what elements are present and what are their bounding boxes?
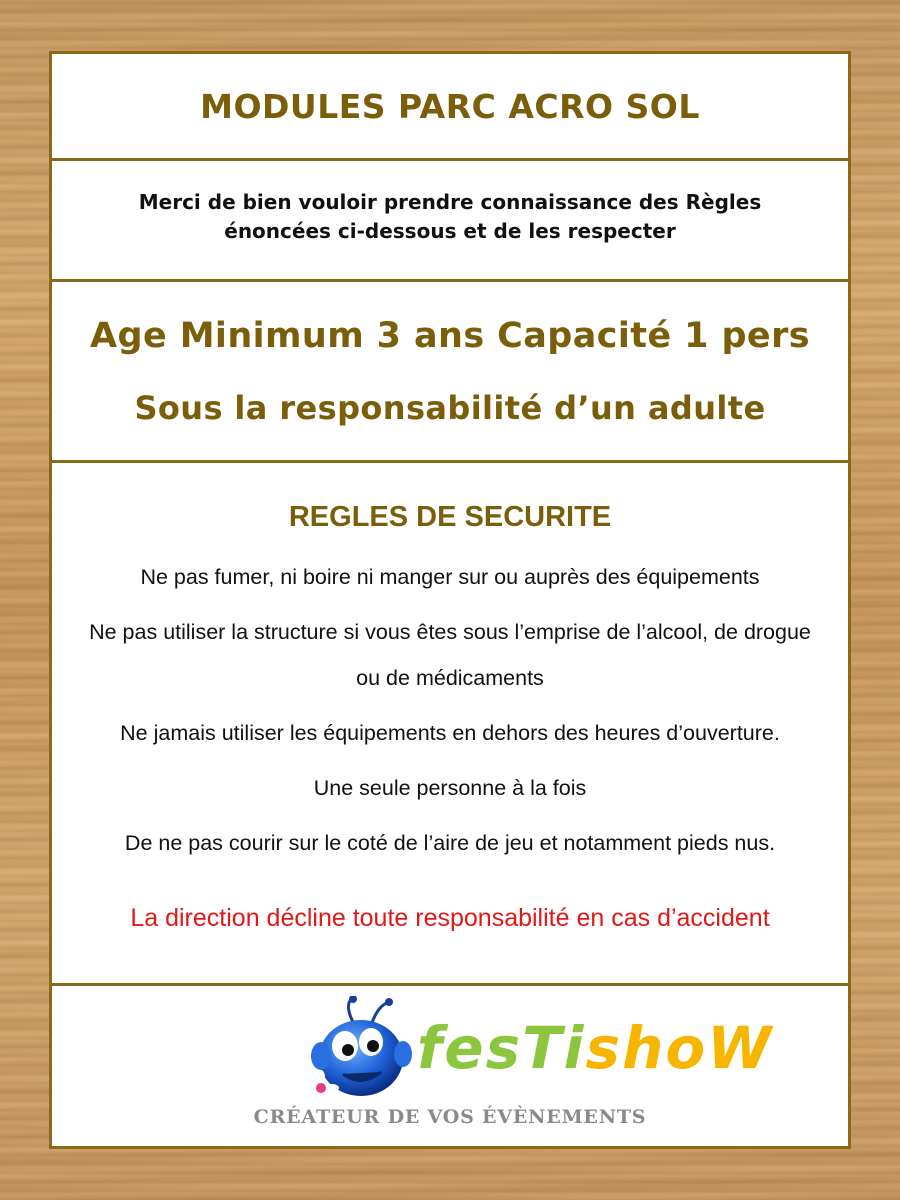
rule-item: De ne pas courir sur le coté de l’aire de jeu et notamment pieds nus. xyxy=(124,831,776,855)
festishow-logo xyxy=(49,986,851,1146)
liability-warning: La direction décline toute responsabilité en cas d’accident xyxy=(130,904,770,932)
age-capacity-text: Age Minimum 3 ans Capacité 1 pers xyxy=(90,315,810,356)
intro-text xyxy=(139,188,761,246)
festishow-brand-text xyxy=(417,1014,773,1082)
capacity-panel xyxy=(49,279,851,463)
intro-line-2: énoncées ci-dessous et de les respecter xyxy=(224,219,676,243)
rule-item: Ne jamais utiliser les équipements en dehors des heures d’ouverture. xyxy=(120,721,780,745)
brand-part-orange: shoW xyxy=(585,1014,774,1082)
page-title: MODULES PARC ACRO SOL xyxy=(200,86,700,126)
title-panel xyxy=(49,51,851,161)
brand-tagline: CRÉATEUR DE VOS ÉVÈNEMENTS xyxy=(253,1106,647,1128)
rule-item: Une seule personne à la fois xyxy=(313,776,587,800)
intro-line-1: Merci de bien vouloir prendre connaissance des Règles xyxy=(138,190,762,214)
footer-logo-panel xyxy=(49,983,851,1149)
safety-rules-panel xyxy=(49,460,851,986)
brand-part-green: fesTi xyxy=(417,1014,586,1082)
intro-panel xyxy=(49,158,851,282)
adult-responsibility-text: Sous la responsabilité d’un adulte xyxy=(134,388,766,427)
safety-rules-title: REGLES DE SECURITE xyxy=(288,501,612,533)
blue-bug-mascot-icon xyxy=(303,996,423,1108)
rule-item: Ne pas fumer, ni boire ni manger sur ou auprès des équipements xyxy=(140,565,760,589)
rule-item: Ne pas utiliser la structure si vous êtes sous l’emprise de l’alcool, de drogue ou de médicaments xyxy=(89,620,811,690)
